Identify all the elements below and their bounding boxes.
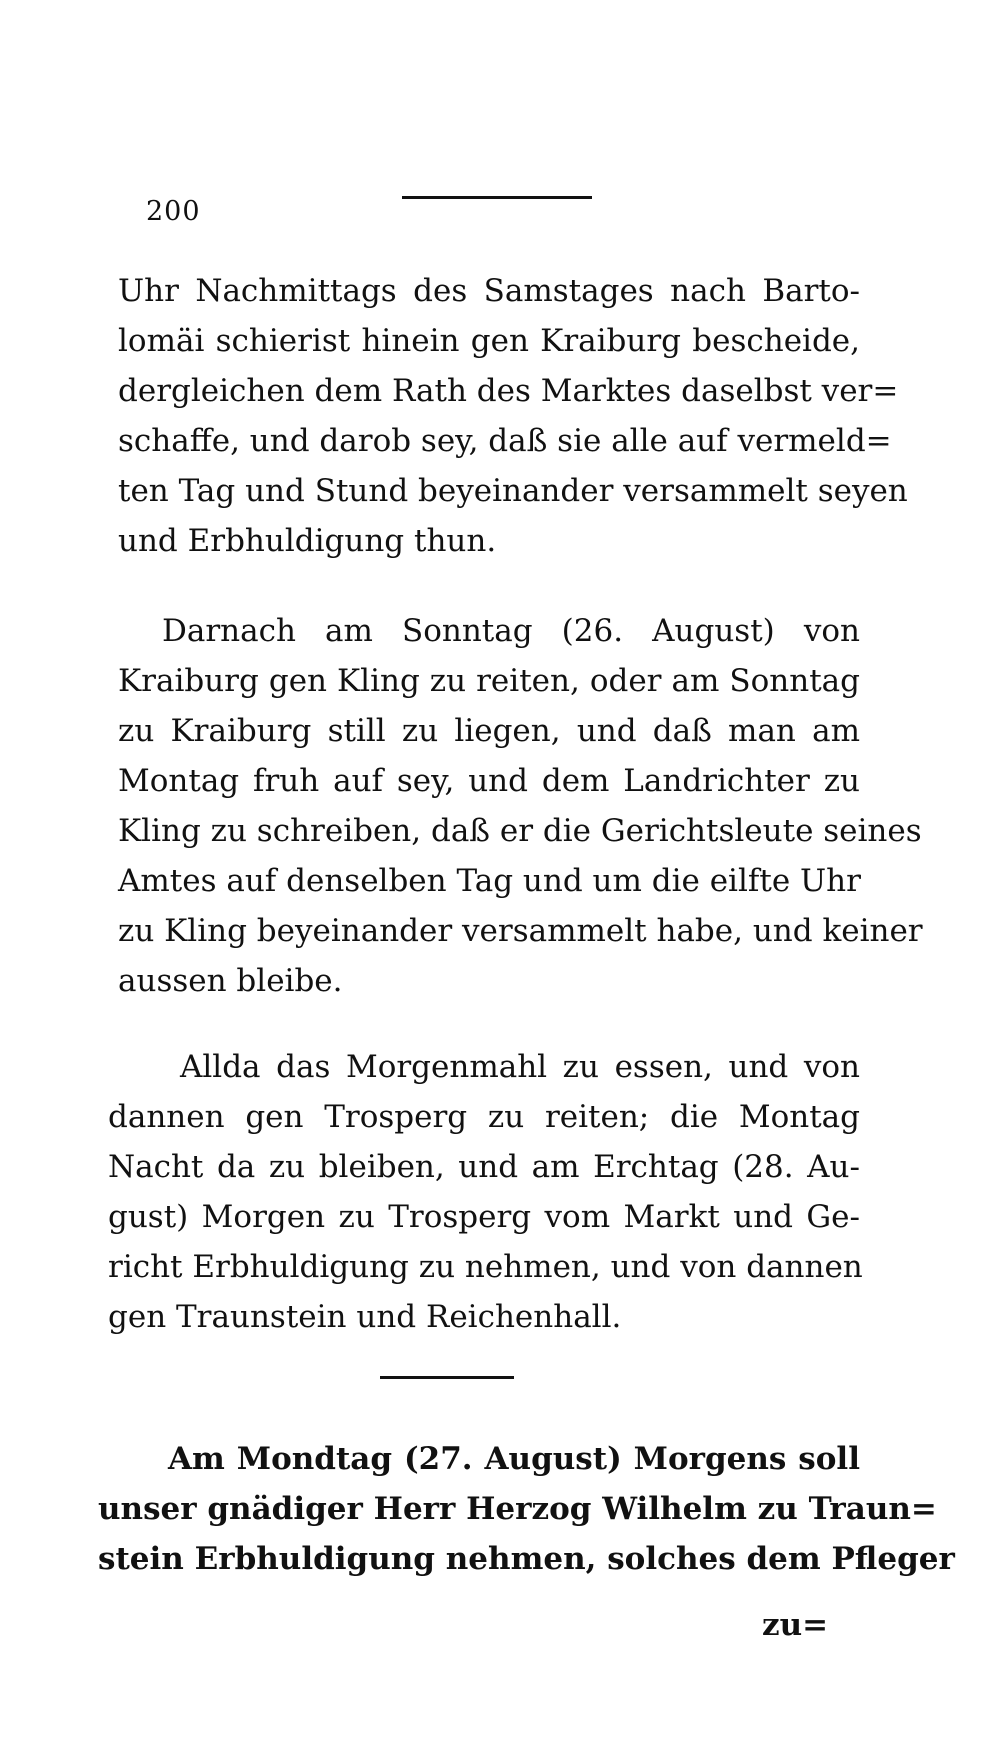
text-line: Am Mondtag (27. August) Morgens soll xyxy=(168,1441,860,1477)
text-line: Allda das Morgenmahl zu essen, und von xyxy=(180,1049,860,1085)
text-line: zu Kling beyeinander versammelt habe, und keiner xyxy=(118,913,923,949)
text-line: Uhr Nachmittags des Samstages nach Barto- xyxy=(118,273,860,309)
text-line: dergleichen dem Rath des Marktes daselbst ver= xyxy=(118,373,899,409)
text-line: Kling zu schreiben, daß er die Gerichtsleute seines xyxy=(118,813,922,849)
text-line: Kraiburg gen Kling zu reiten, oder am Sonntag xyxy=(118,663,860,699)
text-line: Darnach am Sonntag (26. August) von xyxy=(162,613,860,649)
text-line: gust) Morgen zu Trosperg vom Markt und Ge- xyxy=(108,1199,860,1235)
paragraph-3 xyxy=(108,1042,863,1342)
text-line: gen Traunstein und Reichenhall. xyxy=(108,1299,622,1335)
text-line: ten Tag und Stund beyeinander versammelt seyen xyxy=(118,473,908,509)
text-line: schaffe, und darob sey, daß sie alle auf vermeld= xyxy=(118,423,892,459)
text-line: aussen bleibe. xyxy=(118,963,343,999)
text-line: Montag fruh auf sey, und dem Landrichter zu xyxy=(118,763,860,799)
section-divider xyxy=(380,1376,514,1379)
paragraph-4 xyxy=(98,1434,955,1584)
text-line: dannen gen Trosperg zu reiten; die Montag xyxy=(108,1099,860,1135)
page-number: 200 xyxy=(146,196,201,227)
text-line: und Erbhuldigung thun. xyxy=(118,523,497,559)
text-line: unser gnädiger Herr Herzog Wilhelm zu Traun= xyxy=(98,1491,937,1527)
text-line: zu Kraiburg still zu liegen, und daß man am xyxy=(118,713,860,749)
header-rule xyxy=(402,196,592,199)
text-line: stein Erbhuldigung nehmen, solches dem Pfleger xyxy=(98,1541,955,1577)
paragraph-2 xyxy=(118,606,923,1006)
paragraph-1 xyxy=(118,266,908,566)
text-line: richt Erbhuldigung zu nehmen, und von dannen xyxy=(108,1249,863,1285)
catchword: zu= xyxy=(762,1607,829,1643)
text-line: Nacht da zu bleiben, und am Erchtag (28. Au- xyxy=(108,1149,860,1185)
text-line: lomäi schierist hinein gen Kraiburg bescheide, xyxy=(118,323,860,359)
text-line: Amtes auf denselben Tag und um die eilfte Uhr xyxy=(118,863,861,899)
